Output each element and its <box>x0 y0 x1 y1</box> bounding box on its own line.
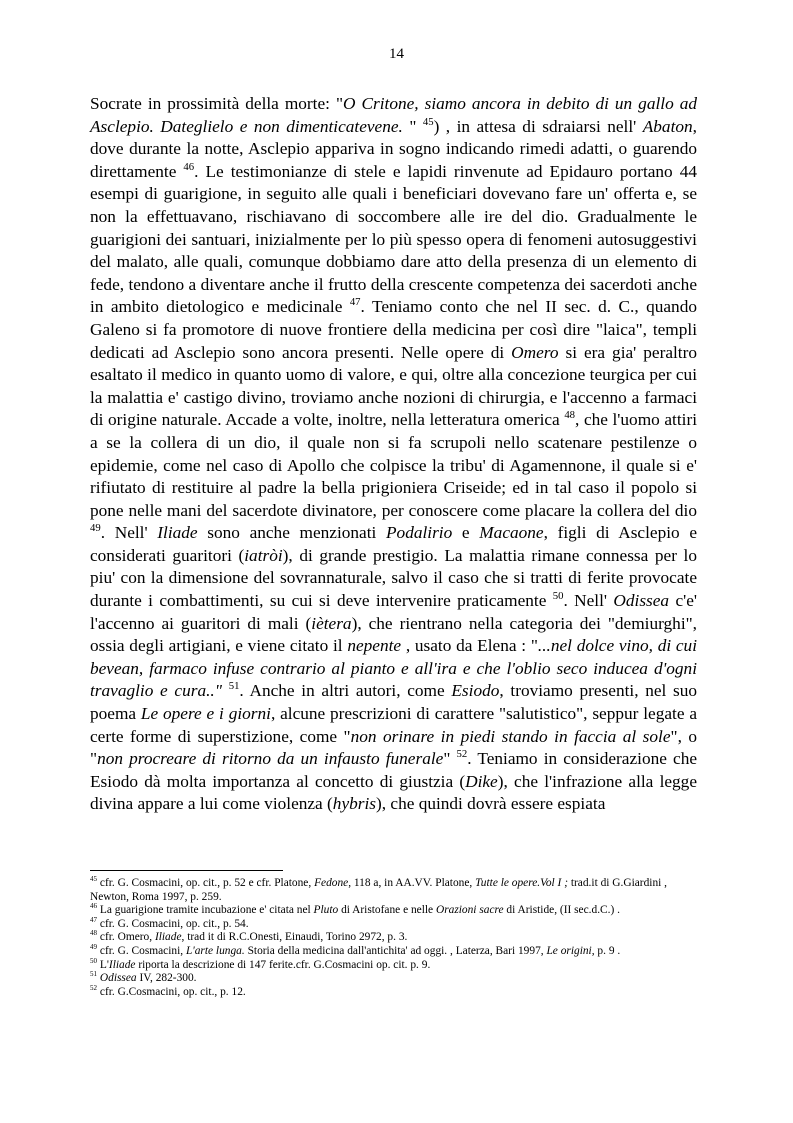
footnote-text: IV, 282-300. <box>136 972 197 985</box>
footnote-text: cfr. Omero, <box>97 931 155 944</box>
term-macaone: Macaone <box>479 523 544 543</box>
footnote-ref-46[interactable]: 46 <box>183 161 195 174</box>
footnote-title: Le origini, <box>546 944 595 957</box>
text-run: ), di grande prestigio. La malattia rimane connessa per lo piu' con la dimensione del sovrannaturale, salvo il caso che si tratti di ferite provocate durante i combattimenti, su cui si deve intervenire praticamente <box>90 545 698 611</box>
term-hybris: hybris <box>332 794 376 814</box>
footnote-47 <box>90 915 697 932</box>
footnote-number: 45 <box>90 875 98 884</box>
footnote-48 <box>90 931 697 945</box>
text-run: " <box>402 116 423 136</box>
quote-socrate: O Critone, siamo ancora in debito di un gallo ad Asclepio. Dateglielo e non dimenticatevene. <box>90 94 697 136</box>
footnote-text: cfr. G. Cosmacini, op. cit., p. 54. <box>97 917 249 930</box>
footnote-ref-52[interactable]: 52 <box>456 748 468 761</box>
footnote-text: , 118 a, in AA.VV. Platone, <box>348 877 476 889</box>
footnote-separator <box>90 870 283 871</box>
text-run: , dove durante la notte, Asclepio appariva in sogno indicando rimedi adatti, o guarendo direttamente <box>90 116 697 181</box>
footnote-text: Storia della medicina dall'antichita' ad oggi. , Laterza, Bari 1997, <box>244 944 547 957</box>
footnote-text: trad.it di G.Giardini , Newton, Roma 1997, p. 259. <box>90 877 668 903</box>
footnote-45 <box>90 877 697 904</box>
footnote-ref-50[interactable]: 50 <box>552 590 564 603</box>
term-abaton: Abaton <box>642 116 693 136</box>
text-run: e <box>452 523 480 543</box>
footnote-ref-45[interactable]: 45 <box>422 115 434 128</box>
footnotes-list <box>90 877 697 999</box>
term-iatroi: iatròi <box>244 545 283 565</box>
footnote-text: La guarigione tramite incubazione e' citata nel <box>97 904 314 917</box>
text-run: ), che rientrano nella categoria dei "demiurghi", ossia degli artigiani, e viene citato il <box>90 613 697 656</box>
footnote-title: Pluto <box>313 904 339 917</box>
text-run: , che l'uomo attiri a se la collera di un dio, il quale non si fa scrupoli nello scatenare pestilenze o epidemie, come nel caso di Apollo che colpisce la tribu' di Agamennone, il quale si e' rifiutato di restituire al padre la bella prigioniera Criseide; ed in tal caso il popolo si pone nelle mani del sacerdote divinatore, per conoscere come placare la collera del dio <box>90 410 697 520</box>
quote-prescrizione-2: non procreare di ritorno da un infausto funerale <box>97 749 444 769</box>
text-run <box>222 681 229 700</box>
footnote-text: , trad it di R.C.Onesti, Einaudi, Torino 2972, p. 3. <box>181 931 408 944</box>
text-run: . Le testimonianze di stele e lapidi rinvenute ad Epidauro portano 44 esempi di guarigione, in seguito alle quali i beneficiari dovevano fare un' offerta e, se non la effettuavano, rischiavano di soccombere alle ire del dio. Gradualmente le guarigioni dei santuari, inizialmente per lo più spesso opera di fenomeni autosuggestivi del malato, alle quali, comunque dobbiamo dare atto della presenza di un elemento di fede, tendono a diventare anche il frutto della crescente competenza dei sacerdoti anche in ambito dietologico e medicinale <box>90 161 697 317</box>
text-run: . Teniamo in considerazione che Esiodo dà molta importanza al concetto di giustzia ( <box>90 749 698 791</box>
footnote-text: riporta la descrizione di 147 ferite.cfr. G.Cosmacini op. cit. p. 9. <box>135 958 431 971</box>
text-run: . Nell' <box>100 523 158 543</box>
footnote-46 <box>90 904 697 918</box>
text-run: , troviamo presenti, nel suo poema <box>90 681 698 724</box>
text-run: ), che l'infrazione alla legge divina appare a lui come violenza ( <box>90 771 697 814</box>
footnote-title: L'arte lunga. <box>185 944 245 957</box>
text-run: ) , in attesa di sdraiarsi nell' <box>433 116 643 136</box>
text-run: , usato da Elena : " <box>401 636 538 656</box>
term-opere-giorni: Le opere e i giorni <box>140 704 271 724</box>
footnote-ref-47[interactable]: 47 <box>349 296 361 309</box>
page-number: 14 <box>389 46 404 62</box>
text-run: " <box>443 749 457 769</box>
footnote-number: 48 <box>90 929 98 938</box>
footnote-text: cfr. G. Cosmacini, op. cit., p. 52 e cfr. Platone, <box>97 877 315 889</box>
body-paragraph <box>90 93 697 816</box>
footnote-title: Iliade <box>154 931 182 944</box>
footnote-title: Fedone <box>314 877 349 889</box>
term-dike: Dike <box>465 771 498 791</box>
footnote-ref-49[interactable]: 49 <box>90 522 101 535</box>
quote-elena: ...nel dolce vino, di cui bevean, farmaco infuse contrario al pianto e all'ira e che l'oblio seco inducea d'ogni travaglio e cura.." <box>90 636 697 701</box>
footnote-text: di Aristide, (II sec.d.C.) . <box>503 904 620 917</box>
term-podalirio: Podalirio <box>386 523 453 543</box>
text-run: sono anche menzionati <box>197 523 386 543</box>
footnote-number: 52 <box>90 983 98 992</box>
text-run: ", o " <box>90 726 697 769</box>
text-run: si era gia' peraltro esaltato il medico in quanto uomo di valore, e qui, oltre alla concezione teurgica per cui la malattia e' castigo divino, troviamo anche nozioni di chirurgia, e l'accenno a farmaci di origine naturale. Accade a volte, inoltre, nella letteratura omerica <box>90 342 697 430</box>
footnote-number: 49 <box>90 943 98 952</box>
footnote-number: 47 <box>90 915 98 924</box>
text-run: Socrate in prossimità della morte: " <box>90 94 343 113</box>
footnote-51 <box>90 972 697 986</box>
footnote-text: cfr. G. Cosmacini, <box>97 944 186 957</box>
footnote-ref-48[interactable]: 48 <box>564 409 576 422</box>
quote-prescrizione-1: non orinare in piedi stando in faccia al sole <box>350 726 671 746</box>
term-esiodo: Esiodo <box>451 681 500 701</box>
footnote-number: 46 <box>90 902 98 911</box>
text-run: . Teniamo conto che nel II sec. d. C., quando Galeno si fa promotore di nuove frontiere della medicina per così dire "laica", templi dedicati ad Asclepio sono ancora presenti. Nelle opere di <box>90 297 697 362</box>
text-run: c'e' l'accenno ai guaritori di mali ( <box>90 591 698 633</box>
footnote-text: p. 9 . <box>594 944 621 957</box>
footnote-title: Iliade <box>108 958 136 971</box>
footnote-number: 51 <box>90 970 98 979</box>
footnote-50 <box>90 956 697 973</box>
footnote-text: cfr. G.Cosmacini, op. cit., p. 12. <box>97 985 246 998</box>
term-omero: Omero <box>511 342 559 362</box>
term-nepente: nepente <box>347 636 402 656</box>
text-run: . Nell' <box>563 591 614 611</box>
footnote-52 <box>90 983 697 1000</box>
footnote-49 <box>90 945 697 959</box>
text-run: , alcune prescrizioni di carattere "salutistico", seppur legate a certe forme di superstizione, come " <box>90 704 697 746</box>
text-run: ), che quindi dovrà essere espiata <box>376 794 606 814</box>
footnote-title: Odissea <box>99 972 137 985</box>
footnote-ref-51[interactable]: 51 <box>228 680 240 693</box>
footnote-number: 50 <box>90 956 98 965</box>
footnote-text: L' <box>97 958 109 971</box>
footnote-title: Orazioni sacre <box>435 904 504 917</box>
text-run: , figli di Asclepio e considerati guaritori ( <box>90 523 698 565</box>
text-run: . Anche in altri autori, come <box>239 681 452 701</box>
term-iliade: Iliade <box>157 523 198 543</box>
footnote-text: di Aristofane e nelle <box>338 904 436 917</box>
footnote-title: Tutte le opere.Vol I ; <box>475 877 568 889</box>
term-odissea: Odissea <box>613 591 670 611</box>
term-ietera: iètera <box>311 613 352 633</box>
